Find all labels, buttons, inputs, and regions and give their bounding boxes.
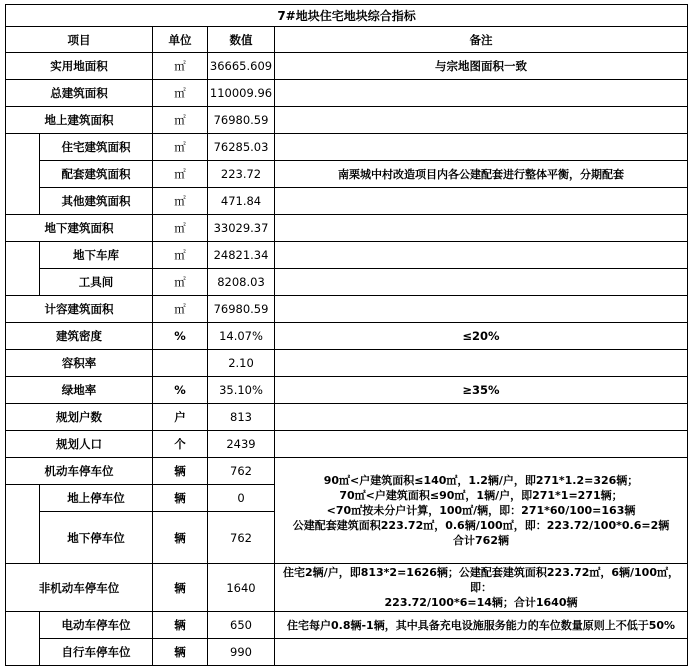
parking-note-line: 合计762辆	[453, 534, 509, 547]
row-item: 地上停车位	[40, 485, 153, 512]
row-note	[275, 215, 688, 242]
row-value: 2439	[208, 431, 275, 458]
table-row	[6, 612, 688, 639]
indent-cell	[6, 134, 40, 215]
row-item: 非机动车停车位	[6, 564, 153, 612]
row-note	[275, 80, 688, 107]
row-value: 223.72	[208, 161, 275, 188]
indent-cell	[6, 242, 40, 296]
row-unit: 个	[153, 431, 208, 458]
header-item: 项目	[6, 27, 153, 53]
row-unit: ㎡	[153, 80, 208, 107]
table-row	[6, 161, 688, 188]
parking-note-line: 公建配套建筑面积223.72㎡，0.6辆/100㎡，即：223.72/100*0.6=2辆	[292, 519, 670, 532]
row-unit: ㎡	[153, 296, 208, 323]
indent-cell	[6, 612, 40, 666]
row-value: 1640	[208, 564, 275, 612]
row-value: 762	[208, 458, 275, 485]
table-row	[6, 431, 688, 458]
row-unit: 辆	[153, 458, 208, 485]
row-note: ≤20%	[275, 323, 688, 350]
row-note: 与宗地图面积一致	[275, 53, 688, 80]
row-unit: 户	[153, 404, 208, 431]
row-value: 110009.96	[208, 80, 275, 107]
row-unit: ㎡	[153, 215, 208, 242]
row-value: 8208.03	[208, 269, 275, 296]
row-item: 地下建筑面积	[6, 215, 153, 242]
row-item: 工具间	[40, 269, 153, 296]
row-unit: 辆	[153, 612, 208, 639]
row-value: 0	[208, 485, 275, 512]
table-row	[6, 269, 688, 296]
header-value: 数值	[208, 27, 275, 53]
row-value: 76980.59	[208, 107, 275, 134]
row-item: 建筑密度	[6, 323, 153, 350]
row-item: 地上建筑面积	[6, 107, 153, 134]
table-row	[6, 296, 688, 323]
table-row	[6, 242, 688, 269]
row-value: 24821.34	[208, 242, 275, 269]
row-item: 自行车停车位	[40, 639, 153, 666]
row-value: 35.10%	[208, 377, 275, 404]
row-unit: 辆	[153, 512, 208, 564]
row-note	[275, 134, 688, 161]
table-row	[6, 215, 688, 242]
row-value: 14.07%	[208, 323, 275, 350]
header-note: 备注	[275, 27, 688, 53]
indent-cell	[6, 485, 40, 564]
row-item: 配套建筑面积	[40, 161, 153, 188]
table-row	[6, 377, 688, 404]
row-item: 地下停车位	[40, 512, 153, 564]
row-unit: 辆	[153, 564, 208, 612]
row-unit	[153, 350, 208, 377]
parking-note-line: <70㎡按未分户计算，100㎡/辆，即：271*60/100=163辆	[326, 504, 636, 517]
table-row	[6, 80, 688, 107]
table-row	[6, 564, 688, 612]
table-row	[6, 404, 688, 431]
row-note	[275, 269, 688, 296]
row-value: 76980.59	[208, 296, 275, 323]
row-item: 电动车停车位	[40, 612, 153, 639]
table-row	[6, 350, 688, 377]
row-note	[275, 431, 688, 458]
row-value: 76285.03	[208, 134, 275, 161]
indicator-table	[5, 4, 688, 666]
row-note	[275, 107, 688, 134]
row-unit: ㎡	[153, 107, 208, 134]
table-row	[6, 458, 688, 485]
row-unit: ㎡	[153, 53, 208, 80]
table-row	[6, 323, 688, 350]
row-note: ≥35%	[275, 377, 688, 404]
bike-note-line: 住宅2辆/户，即813*2=1626辆；公建配套建筑面积223.72㎡，6辆/100㎡，即：	[283, 566, 679, 594]
row-unit: ㎡	[153, 161, 208, 188]
row-value: 762	[208, 512, 275, 564]
row-note	[275, 242, 688, 269]
row-note	[275, 296, 688, 323]
row-note	[275, 350, 688, 377]
row-value: 33029.37	[208, 215, 275, 242]
row-unit: ㎡	[153, 188, 208, 215]
parking-note	[275, 458, 688, 564]
row-unit: ㎡	[153, 134, 208, 161]
row-value: 36665.609	[208, 53, 275, 80]
row-unit: 辆	[153, 639, 208, 666]
row-item: 规划人口	[6, 431, 153, 458]
table-row	[6, 53, 688, 80]
parking-note-line: 70㎡<户建筑面积≤90㎡，1辆/户，即271*1=271辆；	[339, 489, 623, 502]
table-title: 7#地块住宅地块综合指标	[6, 5, 688, 27]
header-unit: 单位	[153, 27, 208, 53]
row-item: 计容建筑面积	[6, 296, 153, 323]
bike-note	[275, 564, 688, 612]
row-unit: ㎡	[153, 242, 208, 269]
row-item: 总建筑面积	[6, 80, 153, 107]
row-item: 机动车停车位	[6, 458, 153, 485]
row-note: 住宅每户0.8辆-1辆，其中具备充电设施服务能力的车位数量原则上不低于50%	[275, 612, 688, 639]
row-unit: ㎡	[153, 269, 208, 296]
parking-note-line: 90㎡<户建筑面积≤140㎡，1.2辆/户，即271*1.2=326辆；	[323, 474, 639, 487]
bike-note-line: 223.72/100*6=14辆；合计1640辆	[384, 596, 578, 609]
title-row	[6, 5, 688, 27]
row-unit: %	[153, 323, 208, 350]
row-item: 容积率	[6, 350, 153, 377]
row-item: 住宅建筑面积	[40, 134, 153, 161]
header-row	[6, 27, 688, 53]
row-item: 地下车库	[40, 242, 153, 269]
row-note	[275, 404, 688, 431]
row-value: 2.10	[208, 350, 275, 377]
row-note	[275, 639, 688, 666]
row-unit: %	[153, 377, 208, 404]
table-row	[6, 639, 688, 666]
row-item: 规划户数	[6, 404, 153, 431]
row-note	[275, 188, 688, 215]
row-item: 绿地率	[6, 377, 153, 404]
row-value: 650	[208, 612, 275, 639]
row-item: 实用地面积	[6, 53, 153, 80]
row-note: 南栗城中村改造项目内各公建配套进行整体平衡，分期配套	[275, 161, 688, 188]
table-row	[6, 188, 688, 215]
table-row	[6, 134, 688, 161]
row-value: 813	[208, 404, 275, 431]
row-value: 471.84	[208, 188, 275, 215]
row-value: 990	[208, 639, 275, 666]
table-row	[6, 107, 688, 134]
row-unit: 辆	[153, 485, 208, 512]
row-item: 其他建筑面积	[40, 188, 153, 215]
